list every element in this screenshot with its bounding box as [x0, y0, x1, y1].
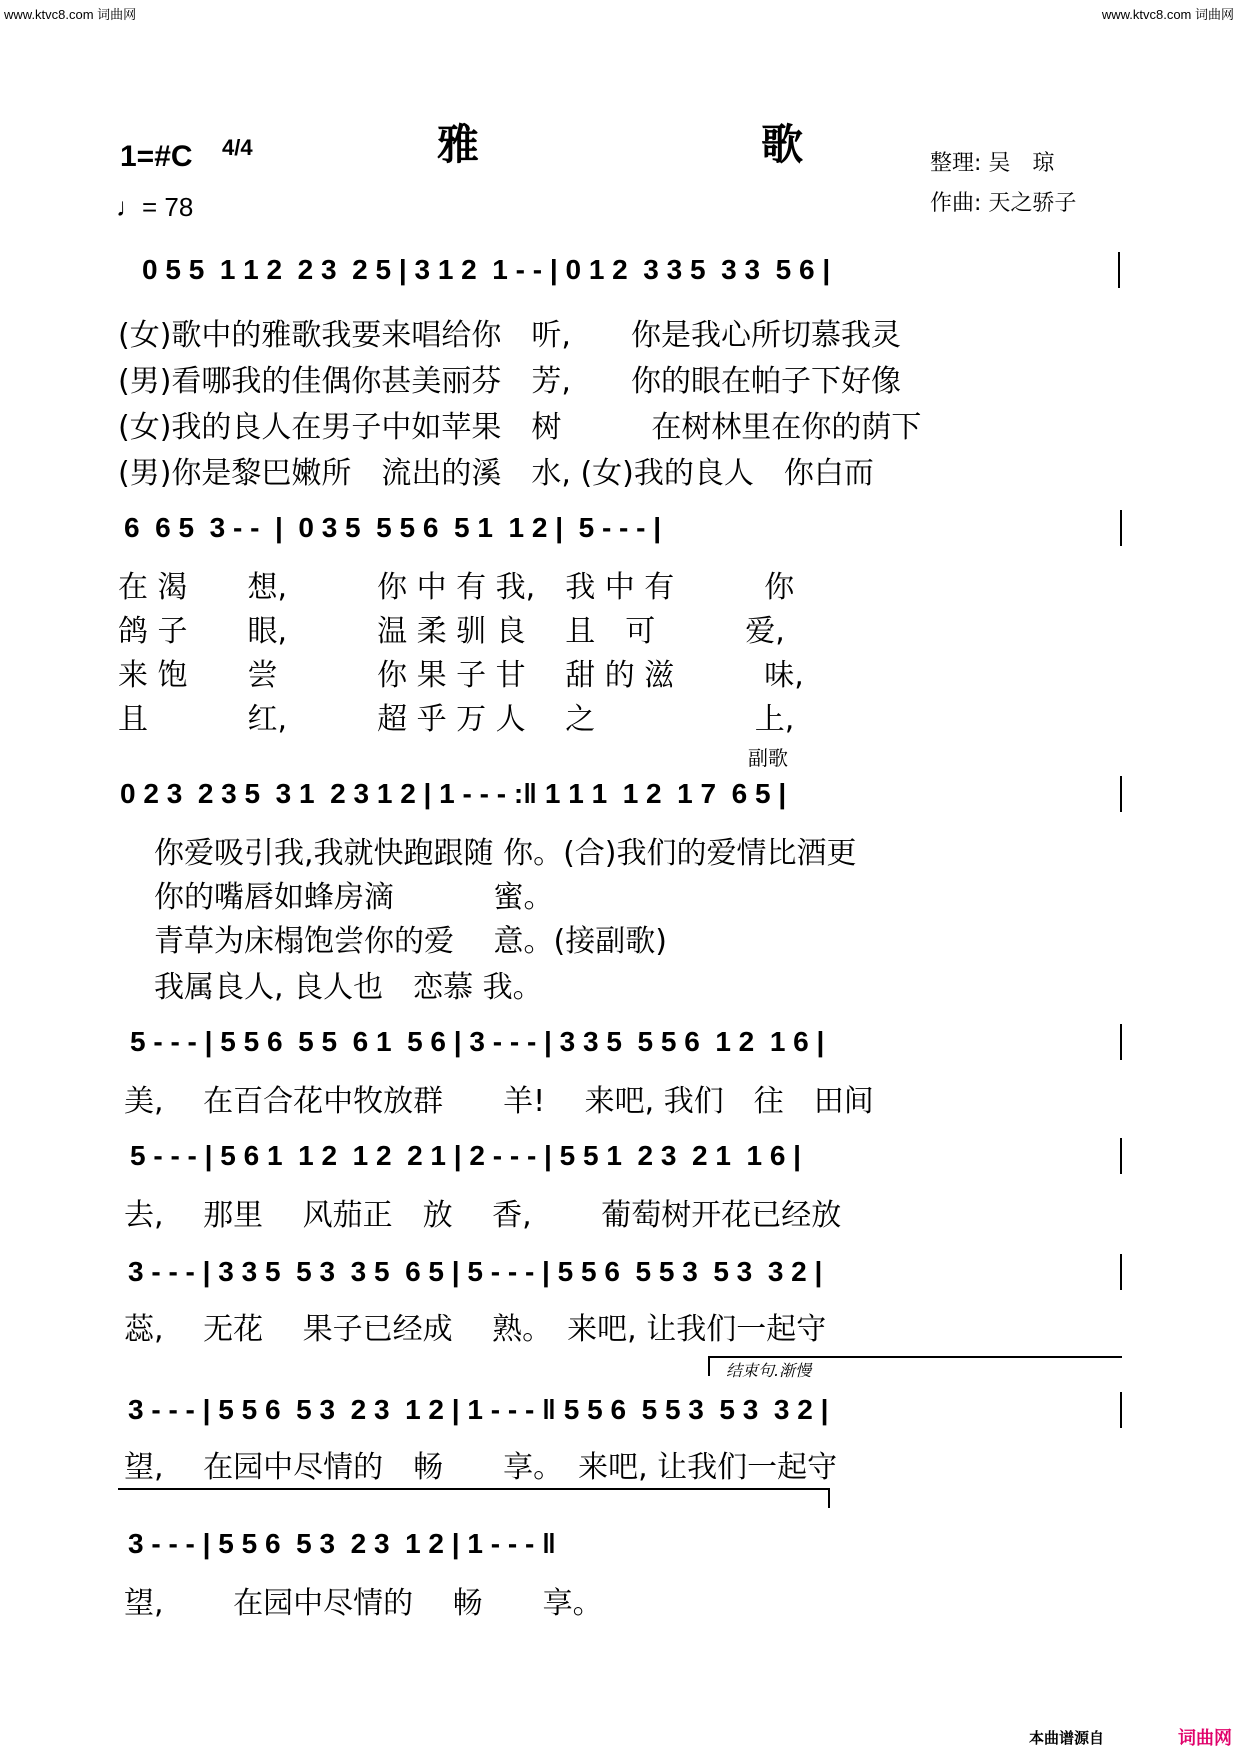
notation-row-5: 5 - - - | 5 6 1 1 2 1 2 2 1 | 2 - - - | 5 5 1 2 3 2 1 1 6 | [130, 1140, 802, 1171]
notation-row-2: 6 6 5 3 - - | 0 3 5 5 5 6 5 1 1 2 | 5 - - - | [124, 512, 662, 543]
lyric-row-3-line-3: 青草为床榻饱尝你的爱 意。(接副歌) [154, 924, 667, 959]
tempo-marking: ♩= 78 [116, 192, 194, 222]
notation-row-8: 3 - - - | 5 5 6 5 3 2 3 1 2 | 1 - - - ‖ [128, 1528, 556, 1559]
lyric-row-2-line-1: 在 渴 想, 你 中 有 我, 我 中 有 你 [118, 570, 795, 605]
lyric-row-2-line-3: 来 饱 尝 你 果 子 甘 甜 的 滋 味, [118, 658, 804, 693]
lyric-row-1-line-3: (女)我的良人在男子中如苹果 树 在树林里在你的荫下 [118, 410, 922, 445]
lyric-row-3-line-2: 你的嘴唇如蜂房滴 蜜。 [154, 880, 554, 915]
lyric-row-7: 望, 在园中尽情的 畅 享。 来吧, 让我们一起守 [124, 1450, 838, 1485]
lyric-row-3-line-1: 你爱吸引我,我就快跑跟随 你。(合)我们的爱情比酒更 [154, 836, 857, 871]
notation-row-3: 0 2 3 2 3 5 3 1 2 3 1 2 | 1 - - - :‖ 1 1 1 1 2 1 7 6 5 | [120, 778, 787, 809]
footer-logo: 词曲网 [1178, 1728, 1232, 1749]
composer-credit: 作曲: 天之骄子 [930, 191, 1077, 216]
lyric-row-1-line-2: (男)看哪我的佳偶你甚美丽芬 芳, 你的眼在帕子下好像 [118, 364, 901, 399]
lyric-row-2-line-2: 鸽 子 眼, 温 柔 驯 良 且 可 爱, [118, 614, 785, 649]
lyric-row-2-line-4: 且 红, 超 乎 万 人 之 上, [118, 702, 795, 737]
lyric-row-4: 美, 在百合花中牧放群 羊! 来吧, 我们 往 田间 [124, 1084, 874, 1119]
lyric-row-3-line-4: 我属良人, 良人也 恋慕 我。 [154, 970, 543, 1005]
notation-row-4: 5 - - - | 5 5 6 5 5 6 1 5 6 | 3 - - - | 3 3 5 5 5 6 1 2 1 6 | [130, 1026, 825, 1057]
header-right: www.ktvc8.com 词曲网 [1101, 7, 1234, 22]
lyric-row-6: 蕊, 无花 果子已经成 熟。 来吧, 让我们一起守 [124, 1312, 827, 1347]
notation-row-7: 3 - - - | 5 5 6 5 3 2 3 1 2 | 1 - - - ‖ 5 5 6 5 5 3 5 3 3 2 | [128, 1394, 829, 1425]
lyric-row-1-line-1: (女)歌中的雅歌我要来唱给你 听, 你是我心所切慕我灵 [118, 318, 901, 353]
song-title: 雅 歌 [436, 120, 923, 169]
footer-source: 本曲谱源自 [1028, 1729, 1104, 1747]
notation-row-1: 0 5 5 1 1 2 2 3 2 5 | 3 1 2 1 - - | 0 1 2 3 3 5 3 3 5 6 | [142, 254, 831, 285]
key-signature: 1=#C [120, 140, 193, 173]
arranger-credit: 整理: 吴 琼 [930, 151, 1055, 176]
header-left: www.ktvc8.com 词曲网 [4, 7, 137, 22]
ending-marking: 结束句.渐慢 [726, 1361, 812, 1380]
notation-row-6: 3 - - - | 3 3 5 5 3 3 5 6 5 | 5 - - - | 5 5 6 5 5 3 5 3 3 2 | [128, 1256, 823, 1287]
section-label-chorus: 副歌 [748, 746, 788, 770]
lyric-row-5: 去, 那里 风茄正 放 香, 葡萄树开花已经放 [124, 1198, 842, 1233]
time-signature: 4/4 [222, 135, 253, 160]
lyric-row-8: 望, 在园中尽情的 畅 享。 [124, 1586, 603, 1621]
lyric-row-1-line-4: (男)你是黎巴嫩所 流出的溪 水, (女)我的良人 你白而 [118, 456, 874, 491]
